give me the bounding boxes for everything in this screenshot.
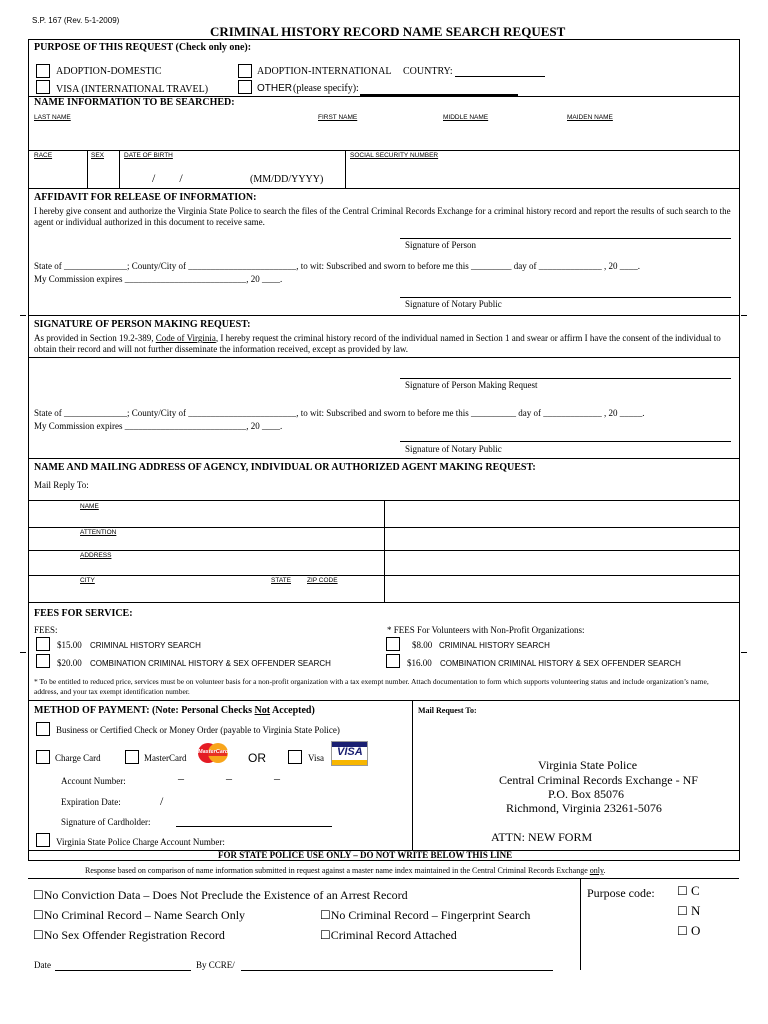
dob-label: DATE OF BIRTH bbox=[124, 152, 173, 159]
no-record-name-checkbox: ☐ bbox=[33, 908, 44, 922]
country-field[interactable] bbox=[455, 65, 545, 77]
mail-state-label: STATE bbox=[271, 577, 291, 584]
requester-heading: SIGNATURE OF PERSON MAKING REQUEST: bbox=[34, 319, 251, 330]
requester-notary-label: Signature of Notary Public bbox=[405, 444, 502, 454]
requester-text: As provided in Section 19.2-389, Code of Virginia, I hereby request the criminal history record of the individual named in Section 1 and swear or affirm I have the consent of the individual to obtain their record and will not further disseminate the information received, except as provided by law. bbox=[34, 333, 721, 354]
affidavit-notary-line[interactable] bbox=[400, 297, 731, 298]
mail-request-heading: Mail Request To: bbox=[418, 706, 477, 715]
no-record-name-item[interactable]: ☐No Criminal Record – Name Search Only bbox=[33, 908, 246, 922]
volunteer-fees-label: * FEES For Volunteers with Non-Profit Organizations: bbox=[387, 625, 585, 635]
sex-label: SEX bbox=[91, 152, 105, 159]
code-c-checkbox: ☐ bbox=[677, 884, 688, 898]
visa-checkbox[interactable] bbox=[36, 80, 50, 94]
cardholder-signature-line[interactable] bbox=[176, 826, 332, 827]
signature-requester-line[interactable] bbox=[400, 378, 731, 379]
record-attached-item[interactable]: ☐Criminal Record Attached bbox=[320, 928, 457, 942]
form-border bbox=[28, 39, 740, 861]
last-name-label: LAST NAME bbox=[34, 114, 71, 121]
code-of-virginia-link: Code of Virginia bbox=[155, 333, 216, 343]
cardholder-signature-label: Signature of Cardholder: bbox=[61, 817, 151, 827]
fee-20-desc: COMBINATION CRIMINAL HISTORY & SEX OFFENDER SEARCH bbox=[90, 659, 331, 668]
form-number: S.P. 167 (Rev. 5-1-2009) bbox=[32, 16, 120, 25]
vsp-address-line1: Virginia State Police bbox=[538, 758, 638, 772]
first-name-label: FIRST NAME bbox=[318, 114, 358, 121]
no-record-fp-item[interactable]: ☐No Criminal Record – Fingerprint Search bbox=[320, 908, 531, 922]
date-line[interactable] bbox=[55, 970, 191, 971]
adoption-domestic-label: ADOPTION-DOMESTIC bbox=[56, 66, 162, 77]
mail-city-label: CITY bbox=[80, 577, 95, 584]
office-use-banner: FOR STATE POLICE USE ONLY – DO NOT WRITE BELOW THIS LINE bbox=[218, 850, 513, 860]
or-label: OR bbox=[248, 751, 266, 765]
vsp-account-label: Virginia State Police Charge Account Number: bbox=[56, 837, 225, 847]
no-conviction-item[interactable]: ☐No Conviction Data – Does Not Preclude the Existence of an Arrest Record bbox=[33, 888, 408, 902]
requester-state-line: State of ______________; County/City of ________________________, to wit: Subscribed and sworn to before me this __________ day of _____________ , 20 _____. bbox=[34, 408, 645, 418]
record-attached-checkbox: ☐ bbox=[320, 928, 331, 942]
signature-person-line[interactable] bbox=[400, 238, 731, 239]
payment-heading: METHOD OF PAYMENT: (Note: Personal Checks Not Accepted) bbox=[34, 705, 315, 716]
dob-slashes: / / bbox=[152, 171, 183, 185]
other-checkbox[interactable] bbox=[238, 80, 252, 94]
other-specify-label: (please specify): bbox=[293, 83, 359, 94]
other-label: OTHER bbox=[257, 83, 292, 94]
no-sex-offender-item[interactable]: ☐No Sex Offender Registration Record bbox=[33, 928, 225, 942]
code-c-item[interactable]: ☐ C bbox=[677, 883, 700, 898]
no-conviction-checkbox: ☐ bbox=[33, 888, 44, 902]
charge-card-label: Charge Card bbox=[55, 753, 101, 763]
fee-16-amount: $16.00 bbox=[407, 658, 432, 668]
affidavit-state-line: State of ______________; County/City of ________________________, to wit: Subscribed and sworn to before me this _________ day of ______________ , 20 ____. bbox=[34, 261, 640, 271]
visa-logo-icon: VISA bbox=[331, 741, 368, 766]
ssn-label: SOCIAL SECURITY NUMBER bbox=[350, 152, 439, 159]
vsp-address-line2: Central Criminal Records Exchange - NF bbox=[499, 773, 698, 787]
name-info-heading: NAME INFORMATION TO BE SEARCHED: bbox=[34, 97, 235, 108]
signature-requester-label: Signature of Person Making Request bbox=[405, 380, 538, 390]
mail-address-label: ADDRESS bbox=[80, 552, 112, 559]
fee-16-desc: COMBINATION CRIMINAL HISTORY & SEX OFFENDER SEARCH bbox=[440, 659, 681, 668]
by-ccre-line[interactable] bbox=[241, 970, 553, 971]
no-sex-offender-checkbox: ☐ bbox=[33, 928, 44, 942]
check-payment-checkbox[interactable] bbox=[36, 722, 50, 736]
purpose-code-label: Purpose code: bbox=[587, 886, 655, 900]
dob-format: (MM/DD/YYYY) bbox=[250, 174, 324, 185]
attn-new-form: ATTN: NEW FORM bbox=[491, 830, 593, 844]
no-record-fp-checkbox: ☐ bbox=[320, 908, 331, 922]
fee-8-checkbox[interactable] bbox=[386, 637, 400, 651]
vsp-account-checkbox[interactable] bbox=[36, 833, 50, 847]
affidavit-heading: AFFIDAVIT FOR RELEASE OF INFORMATION: bbox=[34, 192, 257, 203]
fee-8-desc: CRIMINAL HISTORY SEARCH bbox=[439, 641, 550, 650]
mail-zip-label: ZIP CODE bbox=[307, 577, 338, 584]
code-o-checkbox: ☐ bbox=[677, 924, 688, 938]
race-label: RACE bbox=[34, 152, 53, 159]
adoption-international-label: ADOPTION-INTERNATIONAL bbox=[257, 66, 392, 77]
fee-20-amount: $20.00 bbox=[57, 658, 82, 668]
expiration-label: Expiration Date: bbox=[61, 797, 121, 807]
mail-name-label: NAME bbox=[80, 503, 99, 510]
requester-notary-line[interactable] bbox=[400, 441, 731, 442]
code-n-item[interactable]: ☐ N bbox=[677, 903, 701, 918]
mail-reply-label: Mail Reply To: bbox=[34, 480, 89, 490]
purpose-heading: PURPOSE OF THIS REQUEST (Check only one): bbox=[34, 42, 252, 53]
affidavit-text: I hereby give consent and authorize the Virginia State Police to search the files of the Central Criminal Records Exchange for a criminal history record and report the results of such search to the agent or individual authorized in this document to receive same. bbox=[34, 206, 731, 227]
maiden-name-label: MAIDEN NAME bbox=[567, 114, 613, 121]
code-o-item[interactable]: ☐ O bbox=[677, 923, 701, 938]
mail-attention-label: ATTENTION bbox=[80, 529, 117, 536]
fee-16-checkbox[interactable] bbox=[386, 654, 400, 668]
account-number-label: Account Number: bbox=[61, 776, 126, 786]
country-label: COUNTRY: bbox=[403, 66, 453, 77]
adoption-domestic-checkbox[interactable] bbox=[36, 64, 50, 78]
fees-note: * To be entitled to reduced price, services must be on volunteer basis for a non-profit organization with a tax exempt number. Attach documentation to form which supports volunteering status and include organization’s name, address, and your tax exempt identification number. bbox=[34, 677, 709, 696]
affidavit-commission-line: My Commission expires ___________________________, 20 ____. bbox=[34, 274, 283, 284]
fees-label: FEES: bbox=[34, 625, 58, 635]
fee-20-checkbox[interactable] bbox=[36, 654, 50, 668]
fee-15-amount: $15.00 bbox=[57, 640, 82, 650]
code-n-checkbox: ☐ bbox=[677, 904, 688, 918]
fee-8-amount: $8.00 bbox=[412, 640, 433, 650]
visa-card-checkbox[interactable] bbox=[288, 750, 302, 764]
by-ccre-label: By CCRE/ bbox=[196, 960, 235, 970]
check-payment-label: Business or Certified Check or Money Order (payable to Virginia State Police) bbox=[56, 725, 340, 735]
charge-card-checkbox[interactable] bbox=[36, 750, 50, 764]
vsp-address-line4: Richmond, Virginia 23261-5076 bbox=[506, 801, 662, 815]
mastercard-checkbox[interactable] bbox=[125, 750, 139, 764]
signature-person-label: Signature of Person bbox=[405, 240, 476, 250]
middle-name-label: MIDDLE NAME bbox=[443, 114, 489, 121]
vsp-address-line3: P.O. Box 85076 bbox=[548, 787, 625, 801]
visa-label: VISA (INTERNATIONAL TRAVEL) bbox=[56, 84, 209, 95]
account-number-field[interactable]: – – – bbox=[178, 771, 280, 785]
affidavit-notary-label: Signature of Notary Public bbox=[405, 299, 502, 309]
page-title: CRIMINAL HISTORY RECORD NAME SEARCH REQUEST bbox=[210, 24, 566, 39]
mastercard-logo-icon: MasterCard bbox=[196, 742, 230, 764]
expiration-field[interactable]: / bbox=[160, 794, 164, 808]
fees-heading: FEES FOR SERVICE: bbox=[34, 608, 133, 619]
mastercard-label: MasterCard bbox=[144, 753, 187, 763]
requester-commission-line: My Commission expires ___________________________, 20 ____. bbox=[34, 421, 283, 431]
date-label: Date bbox=[34, 960, 51, 970]
visa-card-label: Visa bbox=[308, 753, 324, 763]
adoption-international-checkbox[interactable] bbox=[238, 64, 252, 78]
fee-15-checkbox[interactable] bbox=[36, 637, 50, 651]
fee-15-desc: CRIMINAL HISTORY SEARCH bbox=[90, 641, 201, 650]
response-text: Response based on comparison of name information submitted in request against a master name index maintained in the Central Criminal Records Exchange only. bbox=[85, 866, 606, 875]
mailing-heading: NAME AND MAILING ADDRESS OF AGENCY, INDIVIDUAL OR AUTHORIZED AGENT MAKING REQUEST: bbox=[34, 462, 536, 473]
other-specify-field[interactable] bbox=[360, 83, 518, 96]
